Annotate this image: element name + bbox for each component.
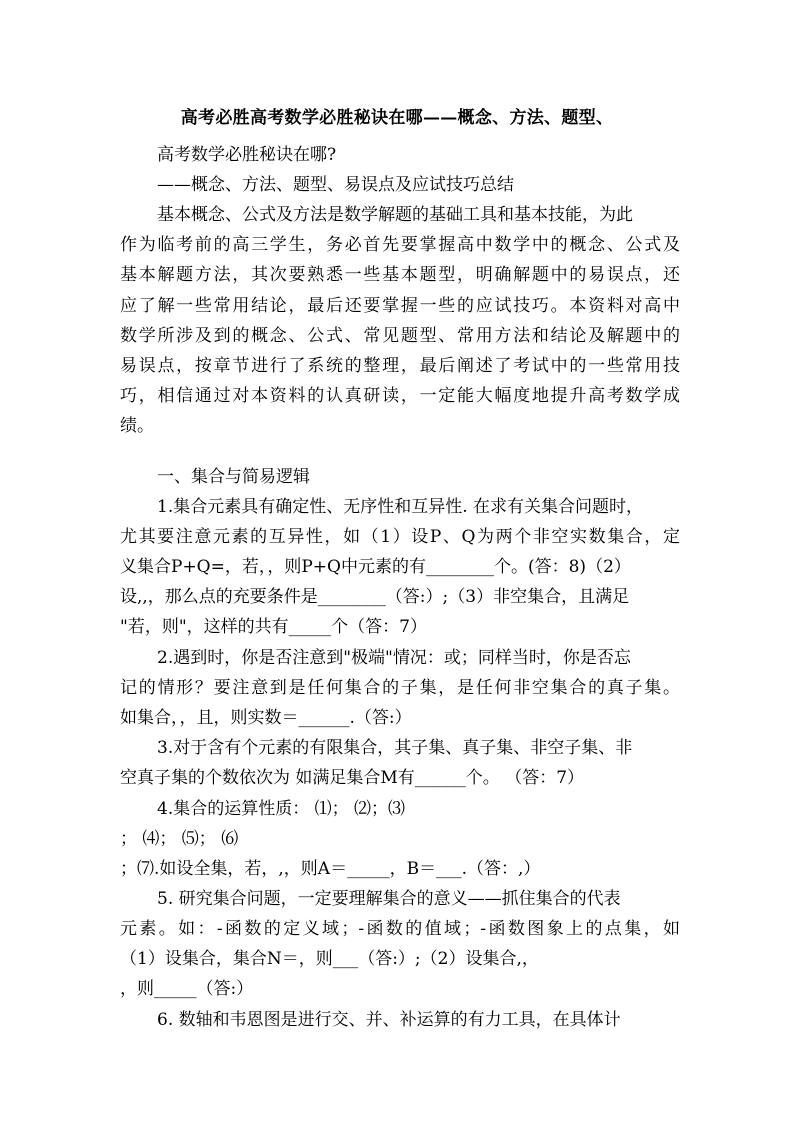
text-line: 4.集合的运算性质： ⑴； ⑵；⑶ [157,799,406,819]
text-line: 6. 数轴和韦恩图是进行交、并、补运算的有力工具，在具体计 [157,1010,621,1030]
text-line: 一、集合与简易逻辑 [157,467,310,487]
text-line: 义集合P+Q=，若，，则P+Q中元素的有________个。(答：8)（2） [120,557,631,577]
text-line: 作为临考前的高三学生，务必首先要掌握高中数学中的概念、公式及 [120,235,680,255]
text-line: ——概念、方法、题型、易误点及应试技巧总结 [157,175,514,195]
text-line: 2.遇到时，你是否注意到"极端"情况：或；同样当时，你是否忘 [157,648,631,668]
text-line: 易误点，按章节进行了系统的整理，最后阐述了考试中的一些常用技 [120,356,680,376]
text-line: ； ⑷； ⑸； ⑹ [120,829,239,849]
text-line: 巧，相信通过对本资料的认真研读，一定能大幅度地提升高考数学成 [120,386,680,406]
text-line: 如集合，，且，则实数＝______.（答:） [120,708,412,728]
text-line: ，则_____（答:） [120,979,254,999]
text-line: 1.集合元素具有确定性、无序性和互异性. 在求有关集合问题时， [157,497,644,517]
text-line: 基本概念、公式及方法是数学解题的基础工具和基本技能，为此 [157,205,633,225]
text-line: 尤其要注意元素的互异性，如（1）设P、Q为两个非空实数集合，定 [120,527,680,547]
text-line: 基本解题方法，其次要熟悉一些基本题型，明确解题中的易误点，还 [120,265,680,285]
text-line: "若，则"，这样的共有_____个（答：7） [120,617,427,637]
text-line: （1）设集合，集合N＝，则___（答:）;（2）设集合,， [120,949,539,969]
text-line: 5. 研究集合问题，一定要理解集合的意义——抓住集合的代表 [157,889,621,909]
document-title: 高考必胜高考数学必胜秘诀在哪——概念、方法、题型、 [180,108,614,128]
text-line: 记的情形？要注意到是任何集合的子集，是任何非空集合的真子集。 [120,678,680,698]
text-line: 绩。 [120,416,154,436]
text-line: 空真子集的个数依次为 如满足集合M有______个。 （答：7） [120,768,585,788]
text-line: 应了解一些常用结论，最后还要掌握一些的应试技巧。本资料对高中 [120,296,680,316]
text-line: ；⑺.如设全集，若，,，则A＝_____，B＝___.（答：,） [120,859,541,879]
text-line: 数学所涉及到的概念、公式、常见题型、常用方法和结论及解题中的 [120,326,680,346]
text-line: 3.对于含有个元素的有限集合，其子集、真子集、非空子集、非 [157,738,633,758]
text-line: 元素。如：-函数的定义域；-函数的值域；-函数图象上的点集，如 [120,919,680,939]
text-line: 高考数学必胜秘诀在哪? [157,145,337,165]
text-line: 设,,，那么点的充要条件是________（答:）;（3）非空集合，且满足 [120,587,630,607]
